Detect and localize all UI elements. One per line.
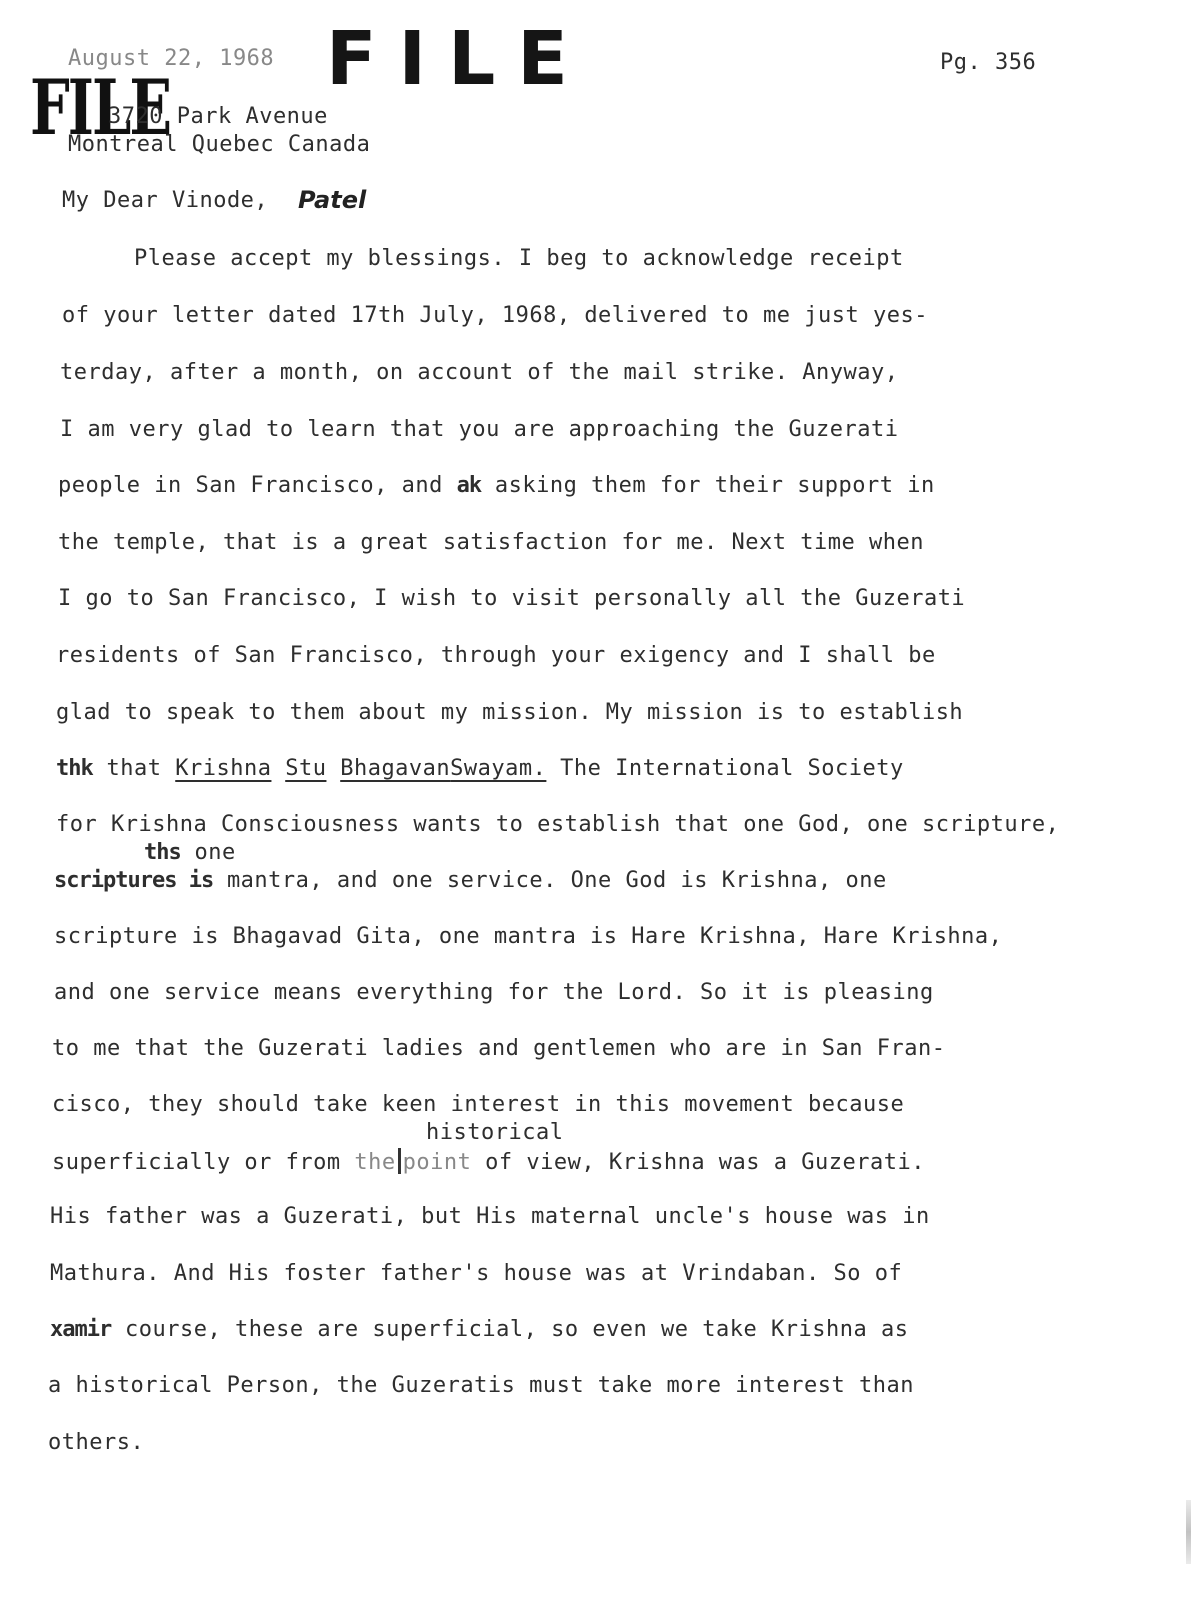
body-line: [52, 1148, 925, 1175]
body-line: to me that the Guzerati ladies and gentlemen who are in San Fran-: [52, 1036, 946, 1061]
struck-text: ths: [144, 840, 181, 865]
body-line: for Krishna Consciousness wants to establish that one God, one scripture,: [56, 812, 1060, 837]
body-text: asking them for their support in: [494, 473, 935, 498]
body-line: terday, after a month, on account of the mail strike. Anyway,: [60, 360, 899, 385]
underlined-text: Stu: [285, 756, 327, 781]
file-stamp-large: FILE: [326, 16, 590, 102]
address-line-1: 3720 Park Avenue: [108, 104, 328, 129]
body-line: I am very glad to learn that you are approaching the Guzerati: [60, 417, 899, 442]
body-line: cisco, they should take keen interest in this movement because: [52, 1092, 905, 1117]
body-line: [54, 868, 887, 893]
underlined-text: Krishna: [175, 756, 272, 781]
file-stamp-small: FILE: [30, 64, 171, 154]
body-line: glad to speak to them about my mission. My mission is to establish: [56, 700, 964, 725]
letter-date: August 22, 1968: [68, 46, 275, 71]
caret-mark: [398, 1148, 401, 1174]
body-line: others.: [48, 1430, 145, 1455]
body-text: of view, Krishna was a Guzerati.: [485, 1150, 925, 1175]
body-line: a historical Person, the Guzeratis must take more interest than: [48, 1373, 914, 1398]
struck-text: xamir: [50, 1317, 112, 1342]
body-line: I go to San Francisco, I wish to visit personally all the Guzerati: [58, 586, 966, 611]
page-number: Pg. 356: [940, 50, 1037, 75]
struck-text: scriptures is: [54, 868, 214, 893]
body-line: residents of San Francisco, through your exigency and I shall be: [56, 643, 936, 668]
body-text: point: [402, 1150, 472, 1175]
scan-edge-mark: [1186, 1500, 1191, 1564]
body-text: superficially or from: [52, 1150, 341, 1175]
body-text: that: [106, 756, 162, 781]
handwritten-surname: Patel: [298, 186, 367, 214]
underlined-text: Bhagavan: [340, 756, 451, 781]
salutation: My Dear Vinode,: [62, 188, 269, 213]
body-text: people in San Francisco, and: [58, 473, 443, 498]
body-line: scripture is Bhagavad Gita, one mantra is Hare Krishna, Hare Krishna,: [54, 924, 1003, 949]
body-line: of your letter dated 17th July, 1968, delivered to me just yes-: [62, 303, 928, 328]
body-text: one: [194, 840, 236, 865]
body-line: Mathura. And His foster father's house was at Vrindaban. So of: [50, 1261, 903, 1286]
body-text: the: [354, 1150, 396, 1175]
body-text: mantra, and one service. One God is Krishna, one: [226, 868, 887, 893]
body-line: [56, 756, 904, 781]
body-line: [50, 1317, 908, 1342]
body-line: and one service means everything for the Lord. So it is pleasing: [54, 980, 934, 1005]
inserted-text: [144, 840, 236, 865]
body-line: the temple, that is a great satisfaction for me. Next time when: [58, 530, 924, 555]
inserted-text: historical: [426, 1120, 564, 1145]
struck-text: thk: [56, 756, 93, 781]
body-text: The International Society: [560, 756, 904, 781]
body-line: Please accept my blessings. I beg to acknowledge receipt: [134, 246, 904, 271]
underlined-text: Swayam.: [450, 756, 547, 781]
body-text: course, these are superficial, so even we take Krishna as: [124, 1317, 909, 1342]
address-line-2: Montreal Quebec Canada: [68, 132, 371, 157]
body-line: His father was a Guzerati, but His maternal uncle's house was in: [50, 1204, 930, 1229]
struck-text: ak: [456, 473, 482, 498]
body-line: [58, 473, 935, 498]
